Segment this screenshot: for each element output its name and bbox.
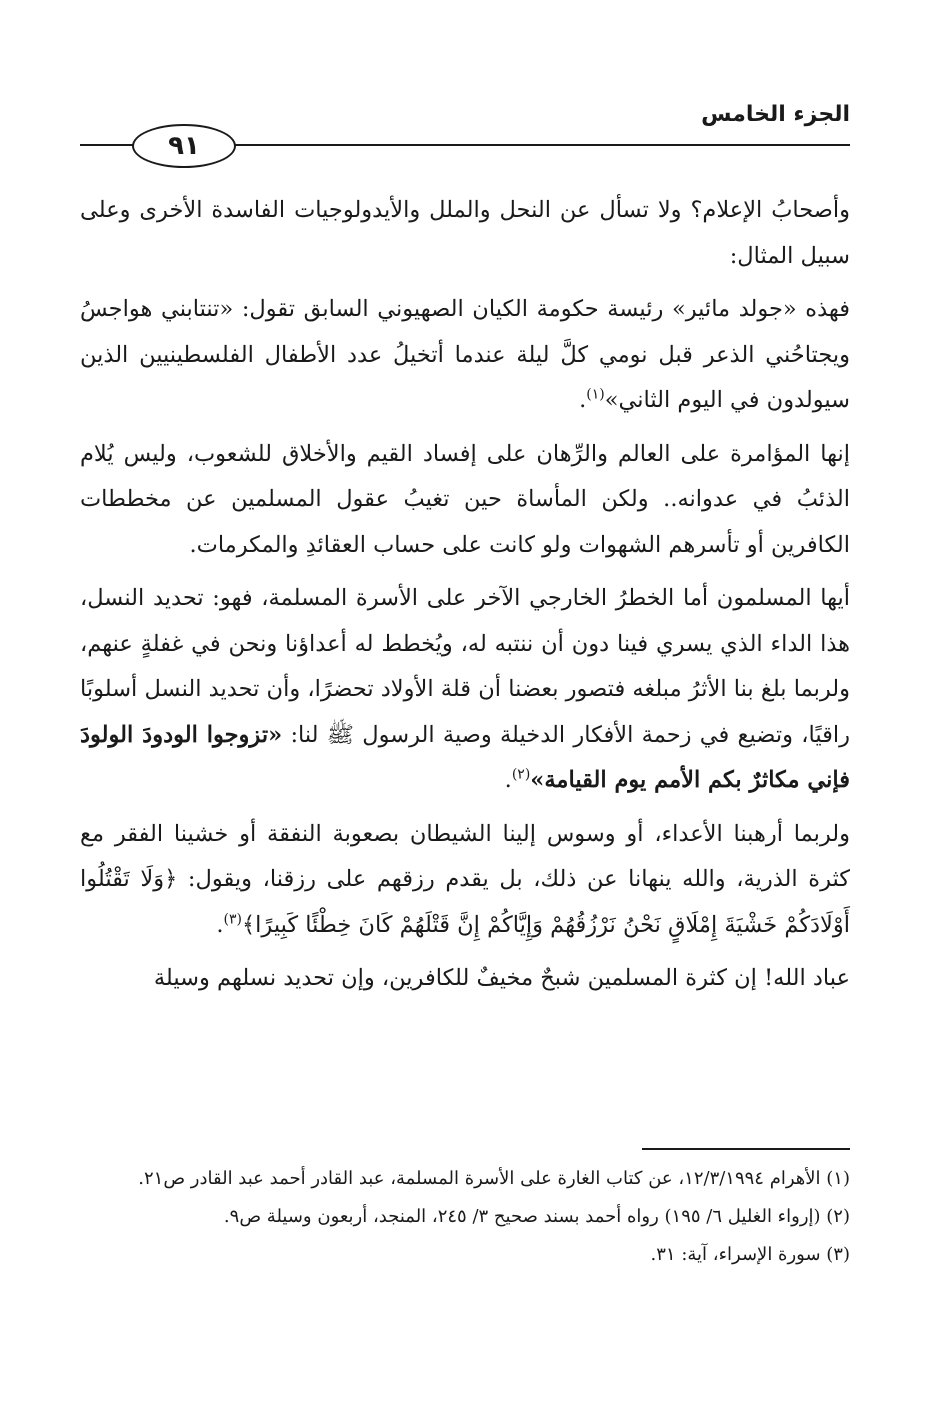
paragraph-tail: . [216, 911, 224, 938]
footnote-ref: (١) [586, 386, 605, 403]
hadith-quote: «تزوجوا الودودَ الولودَ فإني مكاثرٌ بكم الأمم يوم القيامة» [80, 721, 850, 793]
footnote: (٢) (إرواء الغليل ٦/ ١٩٥) رواه أحمد بسند صحيح ٣/ ٢٤٥، المنجد، أربعون وسيلة ص٩. [223, 1206, 850, 1227]
paragraph-text: ولربما أرهبنا الأعداء، أو وسوس إلينا الشيطان بصعوبة النفقة أو خشينا الفقر مع كثرة الذرية، والله ينهانا عن ذلك، بل يقدم رزقهم على رزقنا، ويقول: [80, 820, 850, 892]
footnote: (١) الأهرام ١٢/٣/١٩٩٤، عن كتاب الغارة على الأسرة المسلمة، عبد القادر أحمد عبد القادر ص٢١. [138, 1168, 850, 1189]
paragraph [80, 956, 850, 1002]
footnote-rule [642, 1148, 850, 1150]
body-text [80, 188, 850, 1010]
footnote-ref: (٣) [223, 911, 242, 927]
paragraph-text: فهذه «جولد مائير» رئيسة حكومة الكيان الصهيوني السابق تقول: «تنتابني هواجسُ ويجتاحُني الذعر قبل نومي كلَّ ليلة عندما أتخيلُ عدد الأطفال الفلسطينيين الذين سيولدون في اليوم الثاني» [80, 296, 850, 413]
paragraph-text: أيها المسلمون أما الخطرُ الخارجي الآخر على الأسرة المسلمة، فهو: تحديد النسل، هذا الداء الذي يسري فينا دون أن ننتبه له، ويُخطط له أعداؤنا ونحن في غفلةٍ عنهم، ولربما بلغ بنا الأثرُ مبلغه فتصور بعضنا أن قلة الأولاد تحضرًا، وأن تحديد النسل أسلوبًا راقيًا، وتضيع في زحمة الأفكار الدخيلة وصية الرسول ﷺ لنا: [80, 585, 851, 748]
footnotes [80, 1160, 850, 1274]
footnote: (٣) سورة الإسراء، آية: ٣١. [650, 1244, 850, 1265]
paragraph-tail: . [504, 767, 512, 793]
running-title: الجزء الخامس [701, 102, 850, 127]
footnote-ref: (٢) [511, 766, 531, 783]
paragraph-tail: . [579, 387, 587, 413]
paragraph [80, 812, 850, 949]
paragraph-text: عباد الله! إن كثرة المسلمين شبحٌ مخيفٌ للكافرين، وإن تحديد نسلهم وسيلة [153, 965, 850, 991]
page-header [80, 100, 850, 180]
paragraph-text: وأصحابُ الإعلام؟ ولا تسأل عن النحل والملل والأيدولوجيات الفاسدة الأخرى وعلى سبيل المثال: [80, 197, 850, 269]
paragraph-text: إنها المؤامرة على العالم والرِّهان على إفساد القيم والأخلاق للشعوب، وليس يُلام الذئبُ في عدوانه.. ولكن المأساة حين تغيبُ عقول المسلمين عن مخططات الكافرين أو تأسرهم الشهوات ولو كانت على حساب العقائدِ والمكرمات. [80, 440, 850, 558]
page-number: ٩١ [132, 124, 236, 168]
paragraph [80, 287, 850, 424]
paragraph [80, 576, 850, 804]
quran-quote: ﴿وَلَا تَقْتُلُوا أَوْلَادَكُمْ خَشْيَةَ إِمْلَاقٍ نَحْنُ نَرْزُقُهُمْ وَإِيَّاكُمْ إِنَّ قَتْلَهُمْ كَانَ خِطْئًا كَبِيرًا﴾ [80, 866, 850, 938]
paragraph [80, 188, 850, 279]
paragraph [80, 432, 850, 569]
